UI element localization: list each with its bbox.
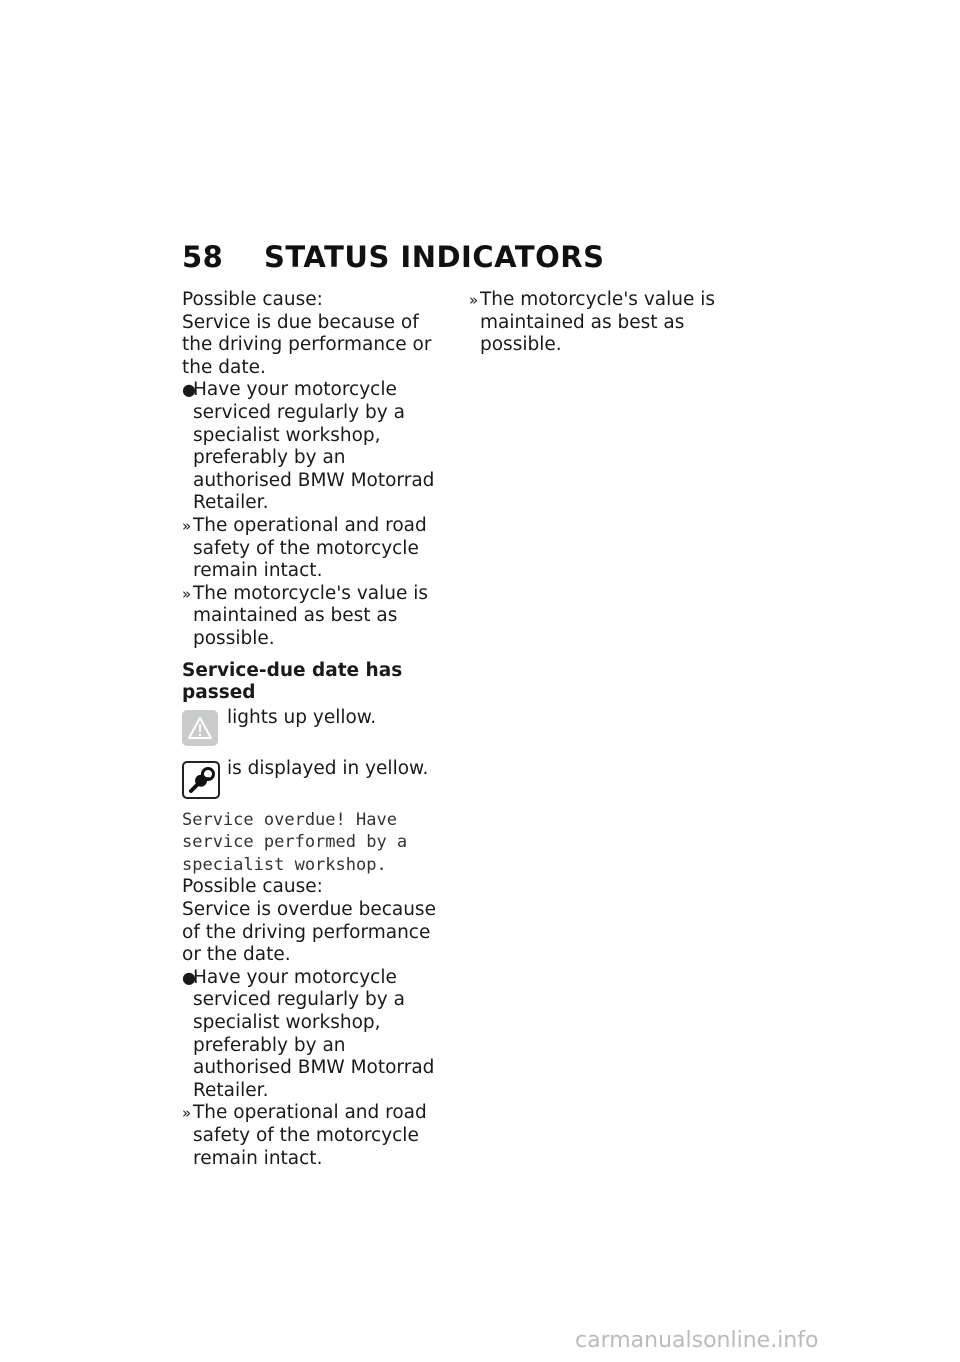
result-item: [182, 515, 444, 583]
result-item: [182, 583, 444, 651]
possible-cause-text: Service is due because of the driving performance or the date.: [182, 311, 432, 378]
result-text: The motorcycle's value is maintained as best as possible.: [480, 289, 716, 356]
warning-triangle-icon: [182, 710, 218, 746]
result-text: The motorcycle's value is maintained as best as possible.: [193, 582, 429, 649]
left-column: [182, 289, 444, 1170]
page-number: 58: [182, 240, 224, 274]
page-title: STATUS INDICATORS: [264, 240, 605, 274]
wrench-icon: [182, 761, 220, 799]
action-text: Have your motorcycle serviced regularly by a specialist workshop, preferably by an authorised BMW Motorrad Retailer.: [193, 966, 435, 1101]
watermark: carmanualsonline.info: [575, 1328, 819, 1353]
action-item: [182, 967, 444, 1103]
result-text: The operational and road safety of the motorcycle remain intact.: [193, 514, 427, 582]
wrench-indicator-text: is displayed in yellow.: [227, 757, 429, 779]
section-subheading: Service-due date has passed: [182, 659, 403, 704]
possible-cause-text: Service is overdue because of the driving performance or the date.: [182, 899, 436, 966]
warning-indicator-row: [182, 707, 444, 749]
bullet-icon: ●: [182, 967, 196, 987]
action-text: Have your motorcycle serviced regularly by a specialist workshop, preferably by an authorised BMW Motorrad Retailer.: [193, 379, 435, 514]
result-arrow-icon: »: [182, 584, 192, 603]
possible-cause-label: Possible cause:: [182, 876, 323, 898]
result-arrow-icon: »: [182, 1104, 192, 1123]
right-column: [469, 289, 731, 357]
possible-cause-label: Possible cause:: [182, 289, 323, 310]
bullet-icon: ●: [182, 380, 196, 400]
action-item: [182, 379, 444, 515]
page-header: [182, 240, 604, 274]
result-text: The operational and road safety of the motorcycle remain intact.: [193, 1102, 427, 1169]
display-message: Service overdue! Have service performed by a specialist workshop.: [182, 809, 408, 875]
result-item: [469, 289, 731, 357]
result-arrow-icon: »: [469, 291, 479, 309]
result-arrow-icon: »: [182, 516, 192, 535]
wrench-indicator-row: [182, 758, 444, 798]
warning-indicator-text: lights up yellow.: [227, 706, 377, 728]
result-item: [182, 1102, 444, 1170]
